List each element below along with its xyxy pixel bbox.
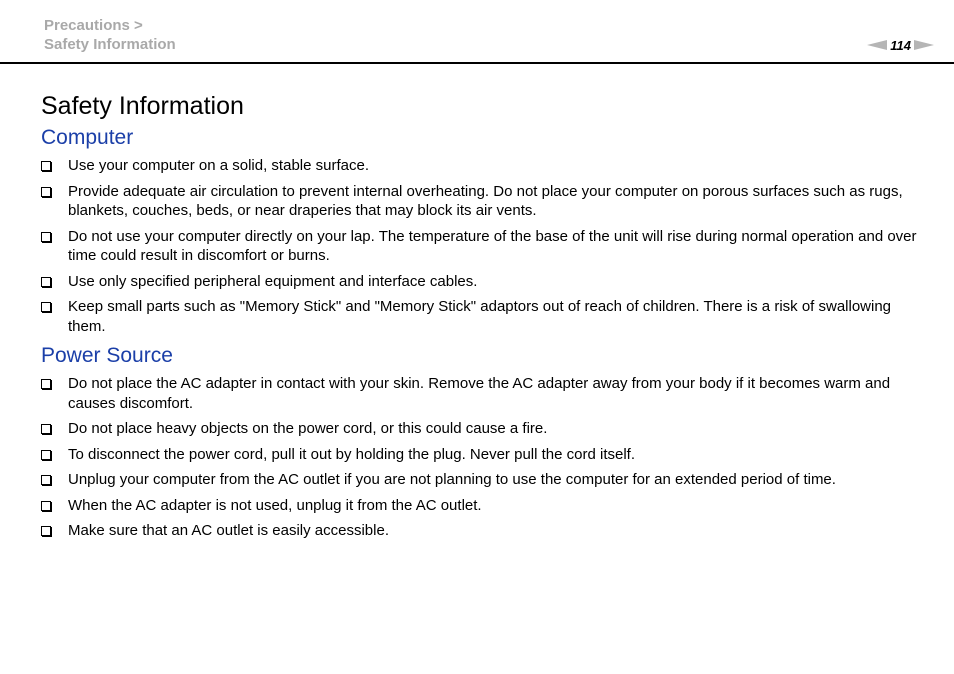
previous-page-arrow-icon[interactable] <box>867 40 887 50</box>
list-item-text: Do not place heavy objects on the power cord, or this could cause a fire. <box>68 420 548 437</box>
breadcrumb-current[interactable]: Safety Information <box>44 36 176 53</box>
list-item <box>41 445 921 465</box>
checkbox-bullet-icon <box>41 302 51 312</box>
computer-precautions-list <box>41 156 921 336</box>
checkbox-bullet-icon <box>41 187 51 197</box>
list-item-text: Unplug your computer from the AC outlet if you are not planning to use the computer for an extended period of time. <box>68 471 836 488</box>
header-divider <box>0 62 954 64</box>
list-item-text: Use only specified peripheral equipment and interface cables. <box>68 272 478 290</box>
main-content <box>41 88 921 547</box>
list-item-text: Make sure that an AC outlet is easily accessible. <box>68 522 389 539</box>
list-item <box>41 156 921 176</box>
checkbox-bullet-icon <box>41 526 51 536</box>
list-item-text: Do not place the AC adapter in contact with your skin. Remove the AC adapter away from your body if it becomes warm and causes discomfort. <box>68 375 891 412</box>
page-navigator <box>867 37 934 53</box>
list-item <box>41 272 921 292</box>
checkbox-bullet-icon <box>41 161 51 171</box>
breadcrumb-parent[interactable]: Precautions > <box>44 17 143 34</box>
list-item <box>41 496 921 516</box>
checkbox-bullet-icon <box>41 424 51 434</box>
list-item-text: When the AC adapter is not used, unplug it from the AC outlet. <box>68 496 482 514</box>
checkbox-bullet-icon <box>41 232 51 242</box>
checkbox-bullet-icon <box>41 450 51 460</box>
list-item-text: Keep small parts such as "Memory Stick" and "Memory Stick" adaptors out of reach of children. There is a risk of swallowing them. <box>68 298 892 335</box>
breadcrumb <box>44 16 176 54</box>
page-number: 114 <box>890 37 911 53</box>
list-item-text: To disconnect the power cord, pull it out by holding the plug. Never pull the cord itself. <box>68 445 635 463</box>
page-title: Safety Information <box>41 92 244 120</box>
list-item <box>41 297 921 336</box>
list-item-text: Use your computer on a solid, stable surface. <box>68 157 369 174</box>
list-item <box>41 227 921 266</box>
checkbox-bullet-icon <box>41 475 51 485</box>
checkbox-bullet-icon <box>41 501 51 511</box>
power-source-precautions-list <box>41 374 921 541</box>
list-item <box>41 470 921 490</box>
list-item-text: Do not use your computer directly on your lap. The temperature of the base of the unit will rise during normal operation and over time could result in discomfort or burns. <box>68 227 917 264</box>
page-header <box>0 0 954 64</box>
list-item <box>41 182 921 221</box>
list-item <box>41 521 921 541</box>
next-page-arrow-icon[interactable] <box>914 40 934 50</box>
checkbox-bullet-icon <box>41 277 51 287</box>
section-heading-power-source: Power Source <box>41 344 173 367</box>
list-item-text: Provide adequate air circulation to prevent internal overheating. Do not place your computer on porous surfaces such as rugs, blankets, couches, beds, or near draperies that may block its air vents. <box>68 182 903 219</box>
list-item <box>41 374 921 413</box>
checkbox-bullet-icon <box>41 379 51 389</box>
list-item <box>41 419 921 439</box>
section-heading-computer: Computer <box>41 126 134 149</box>
